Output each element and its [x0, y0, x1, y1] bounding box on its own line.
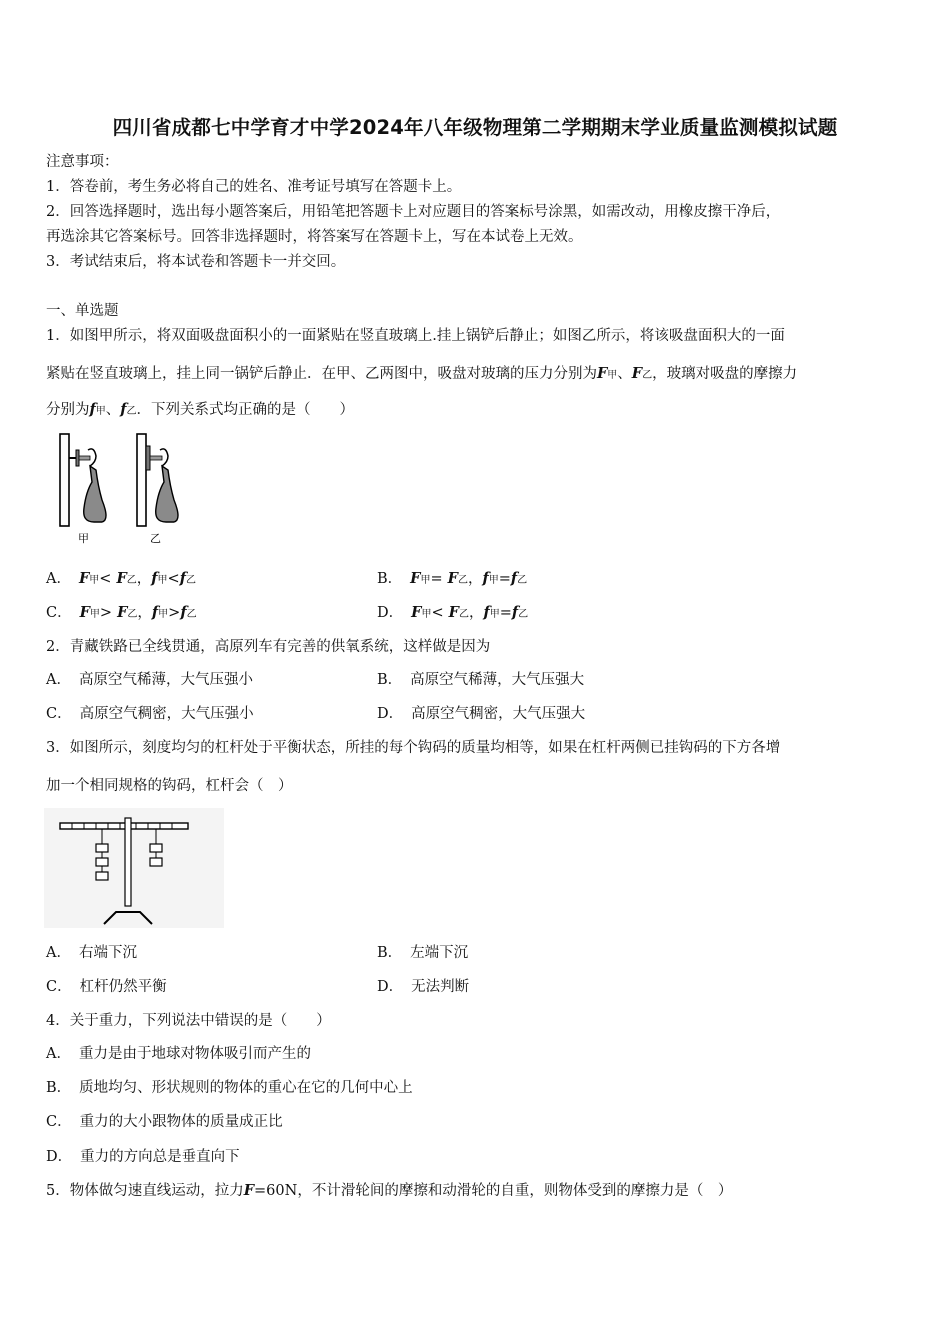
- q2-option-d[interactable]: D． 高原空气稠密，大气压强大: [377, 706, 586, 722]
- fig-label-yi: 乙: [150, 532, 161, 545]
- q1-option-b[interactable]: B． F甲= F乙，f甲=f乙: [377, 570, 528, 587]
- notice-item: 再选涂其它答案标号。回答非选择题时，将答案写在答题卡上，写在本试卷上无效。: [46, 229, 583, 245]
- spatula-jia: [84, 466, 106, 522]
- right-weight: [150, 858, 162, 866]
- left-weight: [96, 872, 108, 880]
- q1-stem-line1: 1．如图甲所示，将双面吸盘面积小的一面紧贴在竖直玻璃上.挂上锅铲后静止；如图乙所示，将该吸盘面积大的一面: [46, 328, 785, 344]
- q2-option-c[interactable]: C． 高原空气稠密，大气压强小: [46, 706, 254, 722]
- q2-option-b[interactable]: B． 高原空气稀薄，大气压强大: [377, 672, 585, 688]
- q1-stem-line2: 紧贴在竖直玻璃上，挂上同一锅铲后静止．在甲、乙两图中，吸盘对玻璃的压力分别为F甲、F乙，玻璃对吸盘的摩擦力: [46, 365, 798, 382]
- right-weight: [150, 844, 162, 852]
- glass-pane-yi: [137, 434, 146, 526]
- q4-option-c[interactable]: C． 重力的大小跟物体的质量成正比: [46, 1114, 283, 1130]
- lever-bar: [60, 823, 188, 829]
- q1-option-a[interactable]: A． F甲< F乙，f甲<f乙: [46, 570, 196, 587]
- fig-label-jia: 甲: [78, 532, 89, 545]
- q1-suction-cup-figure: [50, 430, 200, 545]
- q3-lever-figure: [44, 808, 224, 928]
- q3-stem-line1: 3．如图所示，刻度均匀的杠杆处于平衡状态，所挂的每个钩码的质量均相等，如果在杠杆两侧已挂钩码的下方各增: [46, 740, 781, 756]
- q4-stem: 4．关于重力，下列说法中错误的是（ ）: [46, 1013, 331, 1029]
- page-title: 四川省成都七中学育才中学2024年八年级物理第二学期期末学业质量监测模拟试题: [112, 116, 838, 139]
- q3-option-b[interactable]: B． 左端下沉: [377, 945, 469, 961]
- notice-item: 2．回答选择题时，选出每小题答案后，用铅笔把答题卡上对应题目的答案标号涂黑，如需改动，用橡皮擦干净后，: [46, 204, 781, 220]
- notice-item: 3．考试结束后，将本试卷和答题卡一并交回。: [46, 254, 346, 270]
- left-weight: [96, 844, 108, 852]
- q4-option-b[interactable]: B． 质地均匀、形状规则的物体的重心在它的几何中心上: [46, 1080, 413, 1096]
- q1-option-d[interactable]: D． F甲< F乙，f甲=f乙: [377, 604, 529, 621]
- q4-option-a[interactable]: A． 重力是由于地球对物体吸引而产生的: [46, 1046, 311, 1062]
- q5-stem: 5．物体做匀速直线运动，拉力F=60N，不计滑轮间的摩擦和动滑轮的自重，则物体受到的摩擦力是（ ）: [46, 1182, 733, 1199]
- left-weight: [96, 858, 108, 866]
- q3-option-a[interactable]: A． 右端下沉: [46, 945, 137, 961]
- notice-heading: 注意事项：: [46, 154, 119, 170]
- q2-option-a[interactable]: A． 高原空气稀薄，大气压强小: [46, 672, 253, 688]
- q2-stem: 2．青藏铁路已全线贯通，高原列车有完善的供氧系统，这样做是因为: [46, 639, 491, 655]
- suction-cup-small-face: [76, 450, 79, 466]
- q1-stem-line3: 分别为f甲、f乙．下列关系式均正确的是（ ）: [46, 401, 354, 418]
- suction-cup-large-face: [146, 446, 150, 470]
- q3-stem-line2: 加一个相同规格的钩码，杠杆会（ ）: [46, 778, 293, 794]
- spatula-yi: [156, 466, 178, 522]
- q4-option-d[interactable]: D． 重力的方向总是垂直向下: [46, 1149, 240, 1165]
- notice-item: 1．答卷前，考生务必将自己的姓名、准考证号填写在答题卡上。: [46, 179, 462, 195]
- section-heading: 一、单选题: [46, 303, 119, 319]
- glass-pane-jia: [60, 434, 69, 526]
- lever-stand-pole: [125, 818, 131, 906]
- q1-option-c[interactable]: C． F甲> F乙，f甲>f乙: [46, 604, 197, 621]
- q3-option-d[interactable]: D． 无法判断: [377, 979, 470, 995]
- q3-option-c[interactable]: C． 杠杆仍然平衡: [46, 979, 167, 995]
